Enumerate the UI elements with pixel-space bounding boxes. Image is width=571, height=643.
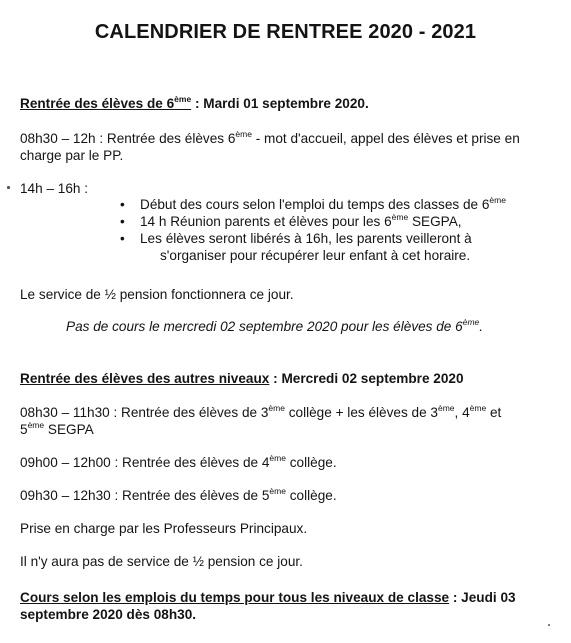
section-6eme-heading-underlined: Rentrée des élèves de 6ème <box>20 94 192 111</box>
scan-speck <box>7 186 10 189</box>
section-all-levels-heading: Cours selon les emplois du temps pour tous les niveaux de classe : Jeudi 03 septembre 2020 dès 08h30. <box>20 590 516 622</box>
no-class-note: Pas de cours le mercredi 02 septembre 2020 pour les élèves de 6ème. <box>66 317 484 334</box>
scan-speck <box>548 624 550 626</box>
schedule-6eme-afternoon: 14h – 16h : <box>20 181 89 196</box>
list-item: • 14 h Réunion parents et élèves pour les 6ème SEGPA, <box>120 212 462 229</box>
list-item: • Les élèves seront libérés à 16h, les parents veilleront à s'organiser pour récupérer leur enfant à cet horaire. <box>120 231 472 263</box>
schedule-3eme: 08h30 – 11h30 : Rentrée des élèves de 3ème collège + les élèves de 3ème, 4ème et 5ème SEGPA <box>20 403 502 437</box>
section-6eme-heading: Rentrée des élèves de 6ème : Mardi 01 septembre 2020. <box>20 94 369 111</box>
teachers-notice: Prise en charge par les Professeurs Principaux. <box>20 521 308 536</box>
list-item: • Début des cours selon l'emploi du temps des classes de 6ème <box>120 195 506 212</box>
half-board-notice: Le service de ½ pension fonctionnera ce jour. <box>20 287 294 302</box>
schedule-6eme-morning: 08h30 – 12h : Rentrée des élèves 6ème - mot d'accueil, appel des élèves et prise en charge par le PP. <box>20 129 520 163</box>
no-half-board-notice: Il n'y aura pas de service de ½ pension ce jour. <box>20 554 303 569</box>
schedule-4eme: 09h00 – 12h00 : Rentrée des élèves de 4ème collège. <box>20 453 337 470</box>
afternoon-bullet-list <box>120 196 540 264</box>
section-all-levels-heading-underlined: Cours selon les emplois du temps pour tous les niveaux de classe <box>20 590 450 605</box>
document-title: CALENDRIER DE RENTREE 2020 - 2021 <box>94 21 477 43</box>
section-other-levels-heading-underlined: Rentrée des élèves des autres niveaux <box>20 371 270 386</box>
schedule-5eme: 09h30 – 12h30 : Rentrée des élèves de 5ème collège. <box>20 486 337 503</box>
section-other-levels-heading: Rentrée des élèves des autres niveaux : Mercredi 02 septembre 2020 <box>20 371 464 386</box>
